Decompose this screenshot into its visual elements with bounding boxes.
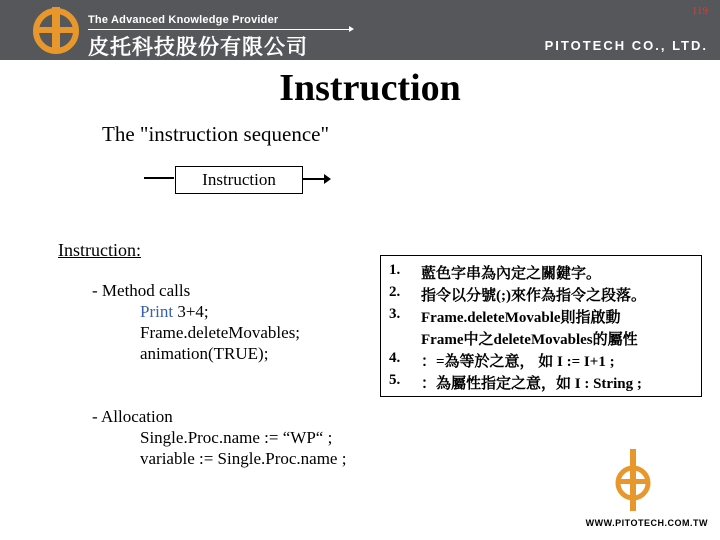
- note-text: ：=為等於之意， 如 I := I+1 ;: [421, 354, 615, 370]
- company-name-cn: 皮托科技股份有限公司: [88, 35, 308, 59]
- tagline-underline: [88, 29, 350, 30]
- method-call-line-3: animation(TRUE);: [140, 344, 269, 363]
- slide-subtitle: The "instruction sequence": [102, 122, 330, 146]
- company-name-en: PITOTECH CO., LTD.: [544, 38, 708, 53]
- header-banner: [0, 0, 720, 60]
- note-text: 指令以分號(;)來作為指令之段落。: [421, 288, 646, 304]
- tagline: The Advanced Knowledge Provider: [88, 14, 279, 26]
- diagram-output-arrow: [303, 178, 329, 180]
- note-number: 5.: [389, 372, 401, 388]
- method-calls-heading: - Method calls: [92, 281, 191, 300]
- pitotech-logo-icon: [30, 3, 82, 55]
- page-number: 119: [691, 5, 708, 17]
- allocation-block: [92, 406, 346, 469]
- keyword-print: Print: [140, 302, 174, 321]
- pitotech-watermark-icon: [612, 445, 654, 515]
- notes-box: [380, 255, 702, 397]
- allocation-line-2: variable := Single.Proc.name ;: [140, 449, 347, 468]
- allocation-line-1: Single.Proc.name := “WP“ ;: [140, 428, 333, 447]
- method-call-line-2: Frame.deleteMovables;: [140, 323, 301, 342]
- slide-title: Instruction: [279, 67, 461, 109]
- note-text: ：為屬性指定之意，如 I : String ;: [421, 376, 642, 392]
- note-number: 3.: [389, 306, 401, 322]
- diagram-box: [175, 166, 303, 194]
- note-number: 2.: [389, 284, 401, 300]
- method-call-line-1-rest: 3+4;: [173, 302, 209, 321]
- note-number: 4.: [389, 350, 401, 366]
- section-label: Instruction:: [58, 240, 141, 260]
- note-number: 1.: [389, 262, 401, 278]
- note-text: 藍色字串為內定之關鍵字。: [421, 266, 602, 282]
- diagram-input-line: [144, 177, 174, 179]
- allocation-heading: - Allocation: [92, 407, 173, 426]
- method-calls-block: [92, 280, 300, 364]
- note-text: Frame.deleteMovable則指啟動: [421, 310, 621, 326]
- diagram-box-label: Instruction: [202, 170, 276, 189]
- method-call-line-1: [92, 301, 300, 322]
- note-text: Frame中之deleteMovables的屬性: [421, 332, 638, 348]
- footer-url: WWW.PITOTECH.COM.TW: [585, 518, 708, 528]
